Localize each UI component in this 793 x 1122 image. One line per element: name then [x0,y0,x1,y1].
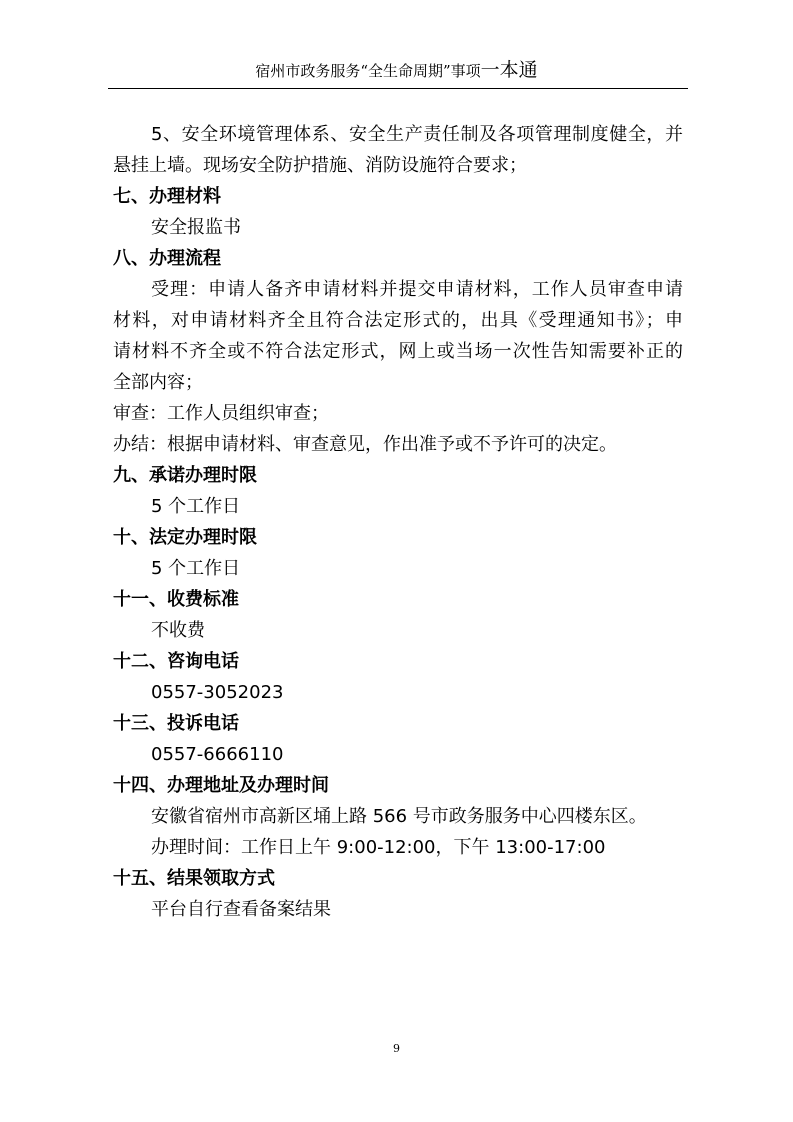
header-rule [108,88,688,89]
section-heading-promised-time: 九、承诺办理时限 [113,465,257,486]
section-heading-fees: 十一、收费标准 [113,589,239,610]
fees-text: 不收费 [151,620,205,641]
process-accept-line4: 全部内容； [113,372,203,393]
header-title-suffix: 一本通 [480,59,538,81]
section-heading-result-pickup: 十五、结果领取方式 [113,868,275,889]
address-text: 安徽省宿州市高新区埇上路 566 号市政务服务中心四楼东区。 [151,806,647,827]
section-heading-consult-phone: 十二、咨询电话 [113,651,239,672]
consult-phone-text: 0557-3052023 [151,682,284,703]
section-heading-legal-time: 十、法定办理时限 [113,527,257,548]
header-title: 宿州市政务服务“全生命周期”事项 [255,62,481,80]
process-accept-line3: 请材料不齐全或不符合法定形式，网上或当场一次性告知需要补正的 [113,341,683,362]
process-accept-line1: 受理：申请人备齐申请材料并提交申请材料，工作人员审查申请 [151,279,683,300]
process-review: 审查：工作人员组织审查； [113,403,329,424]
hours-text: 办理时间：工作日上午 9:00-12:00，下午 13:00-17:00 [151,837,606,858]
process-complete: 办结：根据申请材料、审查意见，作出准予或不予许可的决定。 [113,434,617,455]
document-body [113,119,683,925]
page-header [0,60,793,81]
section-heading-process: 八、办理流程 [113,248,221,269]
requirement-item-5-line2: 悬挂上墙。现场安全防护措施、消防设施符合要求； [113,155,527,176]
process-accept-line2: 材料，对申请材料齐全且符合法定形式的，出具《受理通知书》；申 [113,310,683,331]
promised-time-text: 5 个工作日 [151,496,241,517]
section-heading-materials: 七、办理材料 [113,186,221,207]
legal-time-text: 5 个工作日 [151,558,241,579]
result-pickup-text: 平台自行查看备案结果 [151,899,331,920]
section-heading-complaint-phone: 十三、投诉电话 [113,713,239,734]
page-number: 9 [393,1042,400,1055]
requirement-item-5-line1: 5、安全环境管理体系、安全生产责任制及各项管理制度健全，并 [151,124,683,145]
section-heading-address-hours: 十四、办理地址及办理时间 [113,775,329,796]
materials-text: 安全报监书 [151,217,241,238]
complaint-phone-text: 0557-6666110 [151,744,284,765]
